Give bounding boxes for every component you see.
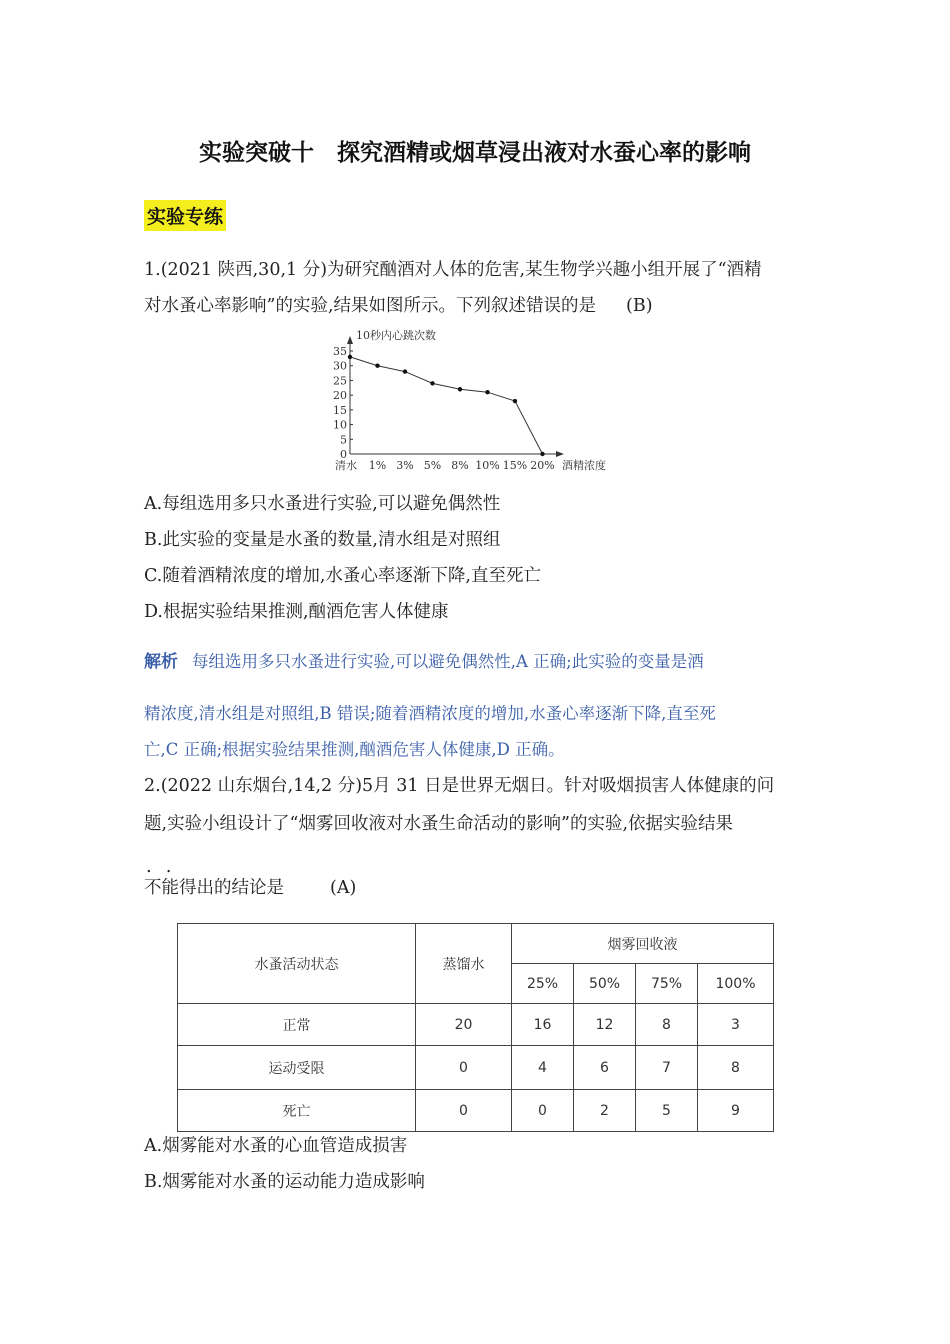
row-label: 运动受限 (178, 1046, 416, 1090)
table-cell: 9 (698, 1090, 774, 1132)
x-tick-label: 5% (423, 459, 442, 472)
data-point (458, 387, 462, 391)
series-line (350, 357, 543, 454)
table-cell: 4 (512, 1046, 574, 1090)
header-conc-25: 25% (512, 964, 574, 1004)
q1-option-b: B.此实验的变量是水蚤的数量,清水组是对照组 (144, 530, 501, 550)
table-cell: 2 (574, 1090, 636, 1132)
analysis-label: 解析 (144, 652, 178, 672)
table-row (178, 1090, 774, 1132)
x-tick-label: 15% (502, 459, 528, 472)
table-cell: 0 (512, 1090, 574, 1132)
data-point (403, 369, 407, 373)
table-cell: 5 (636, 1090, 698, 1132)
row-label: 死亡 (178, 1090, 416, 1132)
table-cell: 6 (574, 1046, 636, 1090)
header-conc-100: 100% (698, 964, 774, 1004)
y-tick-label: 20 (333, 389, 347, 403)
q2-answer: (A) (330, 878, 357, 898)
y-tick-label: 15 (333, 403, 347, 417)
table-row (178, 1004, 774, 1046)
table-cell: 7 (636, 1046, 698, 1090)
x-tick-label: 清水 (335, 459, 357, 472)
y-axis-label: 10秒内心跳次数 (356, 329, 436, 342)
data-point (485, 390, 489, 394)
data-point (375, 364, 379, 368)
y-tick-label: 5 (340, 433, 347, 447)
q1-option-d: D.根据实验结果推测,酗酒危害人体健康 (144, 602, 449, 622)
table-cell: 12 (574, 1004, 636, 1046)
data-point (513, 399, 517, 403)
x-axis-label: 酒精浓度 (562, 459, 606, 472)
table-cell: 0 (416, 1046, 512, 1090)
table-header-row (178, 924, 774, 964)
header-state: 水蚤活动状态 (178, 924, 416, 1004)
q1-option-a: A.每组选用多只水蚤进行实验,可以避免偶然性 (144, 494, 501, 514)
data-point (430, 381, 434, 385)
table-row (178, 1046, 774, 1090)
data-point (348, 355, 352, 359)
q2-option-b: B.烟雾能对水蚤的运动能力造成影响 (144, 1172, 425, 1192)
q1-option-c: C.随着酒精浓度的增加,水蚤心率逐渐下降,直至死亡 (144, 566, 541, 586)
emphasis-dots: .. (146, 856, 186, 877)
q1-stem-line2 (144, 294, 653, 318)
x-tick-label: 3% (396, 459, 414, 472)
q2-stem-line1: 2.(2022 山东烟台,14,2 分)5月 31 日是世界无烟日。针对吸烟损害人体健康的问 (144, 776, 775, 796)
x-tick-label: 10% (475, 459, 500, 472)
table-cell: 0 (416, 1090, 512, 1132)
q2-stem-line2: 题,实验小组设计了“烟雾回收液对水蚤生命活动的影响”的实验,依据实验结果 (144, 814, 734, 834)
header-smoke: 烟雾回收液 (512, 924, 774, 964)
x-axis-arrow (556, 451, 564, 457)
q2-stem-text: 不能得出的结论是 (144, 878, 284, 898)
q1-stem-text: 对水蚤心率影响”的实验,结果如图所示。下列叙述错误的是 (144, 296, 597, 316)
y-tick-label: 35 (333, 345, 347, 358)
y-tick-label: 0 (340, 448, 347, 461)
header-conc-75: 75% (636, 964, 698, 1004)
page-title: 实验突破十 探究酒精或烟草浸出液对水蚕心率的影响 (199, 140, 751, 166)
table-cell: 8 (698, 1046, 774, 1090)
q1-analysis-line3: 亡,C 正确;根据实验结果推测,酗酒危害人体健康,D 正确。 (144, 740, 565, 759)
x-tick-label: 8% (451, 459, 469, 472)
section-tag: 实验专练 (144, 200, 226, 231)
chart-layer (333, 328, 606, 472)
x-tick-label: 20% (530, 459, 555, 472)
x-tick-label: 1% (368, 459, 387, 472)
row-label: 正常 (178, 1004, 416, 1046)
data-point (540, 452, 544, 456)
table-cell: 3 (698, 1004, 774, 1046)
q1-answer: (B) (626, 296, 653, 316)
y-tick-label: 25 (333, 374, 347, 388)
q2-option-a: A.烟雾能对水蚤的心血管造成损害 (144, 1136, 408, 1156)
q1-stem-line1: 1.(2021 陕西,30,1 分)为研究酗酒对人体的危害,某生物学兴趣小组开展了“酒精 (144, 260, 762, 280)
analysis-text-1: 每组选用多只水蚤进行实验,可以避免偶然性,A 正确;此实验的变量是酒 (192, 652, 704, 671)
q2-stem-line3 (144, 876, 356, 900)
table-cell: 8 (636, 1004, 698, 1046)
q1-analysis-line2: 精浓度,清水组是对照组,B 错误;随着酒精浓度的增加,水蚤心率逐渐下降,直至死 (144, 704, 716, 723)
header-water: 蒸馏水 (416, 924, 512, 1004)
y-axis-arrow (347, 336, 353, 344)
q1-analysis-line1 (144, 650, 704, 674)
q2-data-table (177, 923, 774, 1132)
table-cell: 16 (512, 1004, 574, 1046)
header-conc-50: 50% (574, 964, 636, 1004)
table-cell: 20 (416, 1004, 512, 1046)
y-tick-label: 10 (333, 418, 347, 432)
y-tick-label: 30 (333, 359, 347, 373)
q1-line-chart (330, 322, 630, 482)
